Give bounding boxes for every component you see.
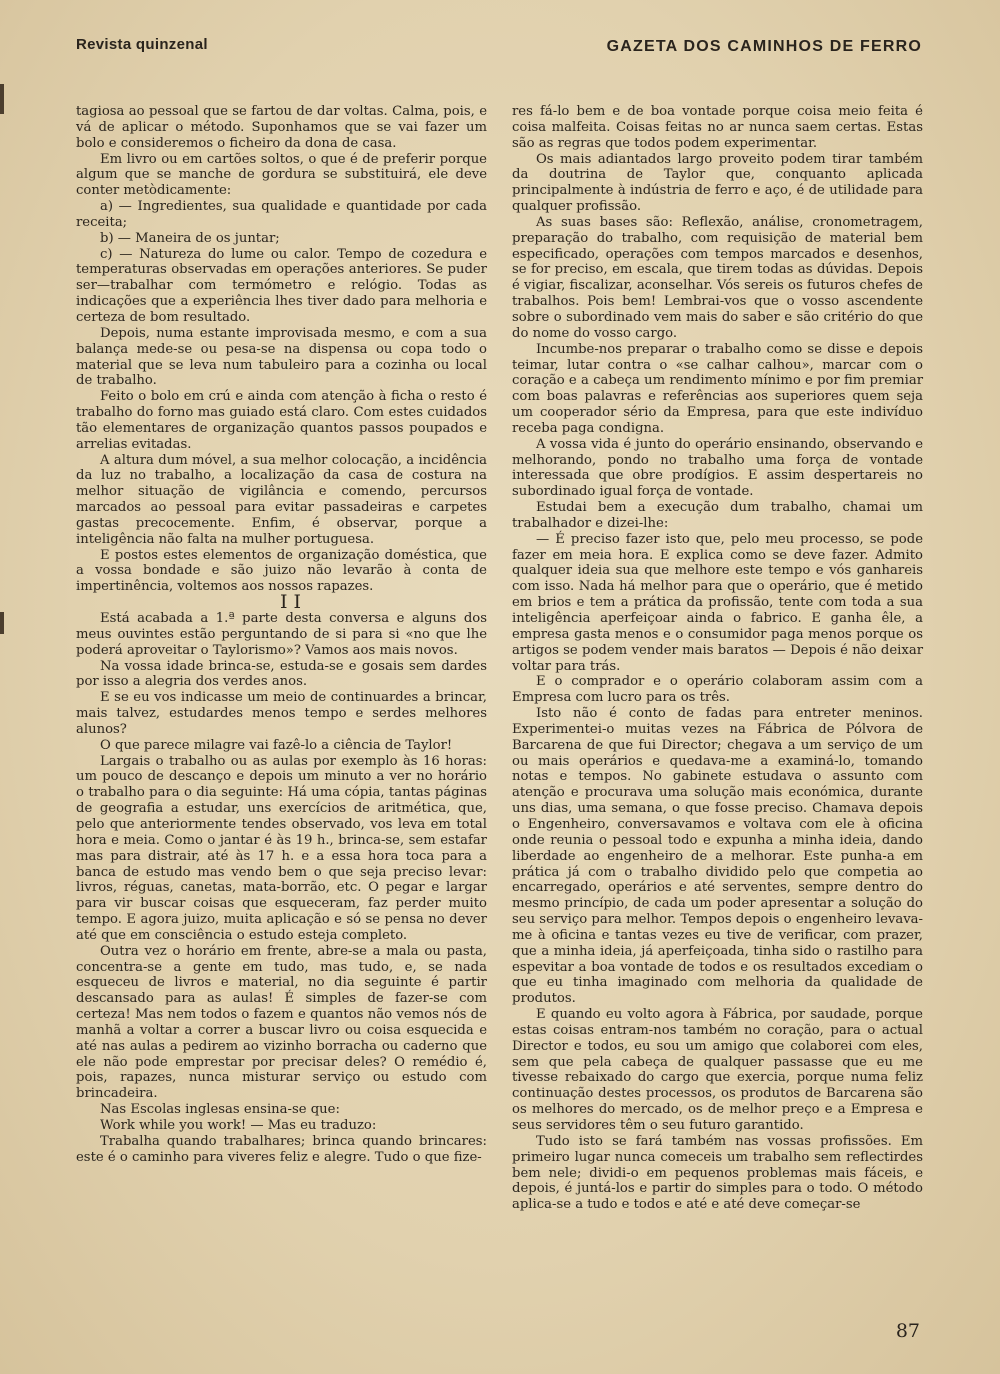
list-item: c) — Natureza do lume ou calor. Tempo de cozedura e temperaturas observadas em operações anteriores. Se puder ser—trabalhar com termómetro e relógio. Todas as indicações que a experiência lhes tiver dado para melhoria e certeza de bom resultado. — [76, 246, 487, 325]
paragraph: Outra vez o horário em frente, abre-se a mala ou pasta, concentra-se a gente em tudo, mas tudo, e, se nada esqueceu de livros e material, no dia seguinte é partir descansado para as aulas! É simples de fazer-se com certeza! Mas nem todos o fazem e quantos não vemos nós de manhã a voltar a correr a buscar livro ou coisa esquecida e até nas aulas a pedirem ao vizinho borracha ou caderno que ele não pode emprestar por precisar deles? O remédio é, pois, rapazes, nunca misturar serviço ou estudo com brincadeira. — [76, 943, 487, 1102]
list-item: a) — Ingredientes, sua qualidade e quantidade por cada receita; — [76, 199, 487, 230]
paragraph: Está acabada a 1.ª parte desta conversa e alguns dos meus ouvintes estão perguntando de si para si «no que lhe poderá aproveitar o Taylorismo»? Vamos aos mais novos. — [76, 611, 487, 658]
paragraph: Estudai bem a execução dum trabalho, chamai um trabalhador e dizei-lhe: — [512, 500, 923, 531]
paragraph: As suas bases são: Reflexão, análise, cronometragem, preparação do trabalho, com requisição de material bem especificado, operações com tempos marcados e desenhos, se for preciso, em escala, que tirem todas as dúvidas. Depois é vigiar, fiscalizar, aconselhar. Vós sereis os futuros chefes de trabalhos. Pois bem! Lembrai-vos que o vosso ascendente sobre o subordinado vem mais do saber e são critério do que do nome do vosso cargo. — [512, 214, 923, 341]
right-column — [512, 104, 923, 1213]
paragraph: A vossa vida é junto do operário ensinando, observando e melhorando, pondo no trabalho uma força de vontade interessada que obre prodígios. E assim despertareis no subordinado igual força de vontade. — [512, 436, 923, 500]
paragraph: Em livro ou em cartões soltos, o que é de preferir porque algum que se manche de gordura se substituirá, ele deve conter metòdicamente: — [76, 151, 487, 199]
paragraph: E quando eu volto agora à Fábrica, por saudade, porque estas coisas entram-nos também no coração, para o actual Director e todos, eu sou um amigo que colaborei com eles, sem que pela cabeça de qualquer passasse que eu me tivesse rebaixado do cargo que exercia, porque numa feliz continuação destes processos, os produtos de Barcarena são os melhores do mercado, os de melhor preço e a Empresa e seus servidores têm o seu futuro garantido. — [512, 1007, 923, 1133]
left-column — [76, 104, 487, 1166]
edge-mark — [0, 84, 4, 114]
list-item: b) — Maneira de os juntar; — [100, 230, 280, 246]
paragraph: O que parece milagre vai fazê-lo a ciência de Taylor! — [100, 737, 453, 753]
section-heading: II — [279, 591, 307, 614]
paragraph: Work while you work! — Mas eu traduzo: — [100, 1118, 377, 1133]
page-number: 87 — [895, 1320, 920, 1342]
paragraph: Incumbe-nos preparar o trabalho como se disse e depois teimar, lutar contra o «se calhar calhou», marcar com o coração e a cabeça um rendimento mínimo e por fim premiar com boas palavras e referências aos superiores quem seja um cooperador sério da Empresa, para que este indivíduo receba paga condigna. — [512, 341, 923, 436]
paragraph: tagiosa ao pessoal que se fartou de dar voltas. Calma, pois, e vá de aplicar o método. Suponhamos que se vai fazer um bolo e consideremos o ficheiro da dona de casa. — [76, 104, 487, 151]
paragraph: Os mais adiantados largo proveito podem tirar também da doutrina de Taylor que, conquanto aplicada principalmente à indústria de ferro e aço, é de utilidade para qualquer profissão. — [512, 151, 923, 215]
paragraph: Na vossa idade brinca-se, estuda-se e gosais sem dardes por isso a alegria dos verdes anos. — [76, 658, 487, 690]
paragraph: Depois, numa estante improvisada mesmo, e com a sua balança mede-se ou pesa-se na dispensa ou copa todo o material que se leva num tabuleiro para a cozinha ou local de trabalho. — [76, 325, 487, 389]
paragraph: A altura dum móvel, a sua melhor colocação, a incidência da luz no trabalho, a localização da casa de costura na melhor situação de vigilância e comendo, percursos marcados ao pessoal para evitar passadeiras e carpetes gastas precocemente. Enfim, é observar, porque a inteligência não falta na mulher portuguesa. — [76, 452, 487, 547]
edge-mark — [0, 612, 4, 634]
paragraph: E o comprador e o operário colaboram assim com a Empresa com lucro para os três. — [512, 674, 923, 706]
paragraph: Tudo isto se fará também nas vossas profissões. Em primeiro lugar nunca comeceis um trabalho sem reflectirdes bem nele; dividi-o em pequenos problemas mais fáceis, e depois, é juntá-los e partir do simples para o todo. O método aplica-se a tudo e todos e até e até deve começar-se — [512, 1133, 923, 1213]
paragraph: res fá-lo bem e de boa vontade porque coisa meio feita é coisa malfeita. Coisas feitas no ar nunca saem certas. Estas são as regras que todos podem experimentar. — [512, 104, 923, 151]
paragraph: Feito o bolo em crú e ainda com atenção à ficha o resto é trabalho do forno mas guiado está claro. Com estes cuidados tão elementares de organização quantos passos poupados e arrelias evitadas. — [76, 389, 487, 452]
paragraph: Isto não é conto de fadas para entreter meninos. Experimentei-o muitas vezes na Fábrica de Pólvora de Barcarena de que fui Director; chegava a um serviço de um ou mais operários e quedava-me a examiná-lo, tomando notas e tempos. No gabinete estudava o assunto com atenção e procurava uma solução mais económica, durante uns dias, uma semana, o que fosse preciso. Chamava depois o Engenheiro, conversavamos e voltava com ele à oficina onde reunia o pessoal todo e expunha a minha ideia, dando liberdade ao engenheiro de a melhorar. Este punha-a em prática já com o trabalho dividido pelo que competia ao encarregado, operários e até serventes, sempre dentro do mesmo princípio, de cada um poder apresentar a solução do seu serviço para melhor. Tempos depois o engenheiro levava-me à oficina e tantas vezes eu tive de verificar, com prazer, que a minha ideia, já aperfeiçoada, tinha sido o rastilho para espevitar a boa vontade de todos e os resultados excediam o que eu tinha imaginado com melhoria da qualidade de produtos. — [512, 706, 923, 1007]
paragraph: E se eu vos indicasse um meio de continuardes a brincar, mais talvez, estudardes menos tempo e serdes melhores alunos? — [76, 690, 487, 737]
paragraph: Largais o trabalho ou as aulas por exemplo às 16 horas: um pouco de descanço e depois um minuto a ver no horário o trabalho para o dia seguinte: Há uma cópia, tantas páginas de geografia a estudar, uns exercícios de aritmética, que, pelo que anteriormente tendes observado, vos leva em total hora e meia. Como o jantar é às 19 h., brinca-se, sem estafar mas para distrair, até às 17 h. e a essa hora toca para a banca de estudo mas vendo bem o que seja preciso levar: livros, réguas, canetas, mata-borrão, etc. O pegar e largar para vir buscar coisas que esqueceram, faz perder muito tempo. E agora juizo, muita aplicação e só se pensa no dever até que em consciência o estudo esteja completo. — [76, 753, 487, 943]
paragraph: — É preciso fazer isto que, pelo meu processo, se pode fazer em meia hora. E explica como se deve fazer. Admito qualquer ideia sua que melhore este tempo e vós ganhareis com isso. Nada há melhor para que o operário, que é metido em brios e tem a prática da profissão, tente com toda a sua inteligência aperfeiçoar ainda o fabrico. E ganha êle, a empresa gasta menos e o consumidor paga menos porque os artigos se podem vender mais baratos — Depois é não deixar voltar para trás. — [512, 531, 923, 674]
paragraph: Nas Escolas inglesas ensina-se que: — [100, 1102, 340, 1118]
paragraph: E postos estes elementos de organização doméstica, que a vossa bondade e são juizo não levarão à conta de impertinência, voltemos aos nossos rapazes. — [76, 547, 487, 595]
running-header-left: Revista quinzenal — [76, 36, 208, 53]
paragraph: Trabalha quando trabalhares; brinca quando brincares: este é o caminho para viveres feliz e alegre. Tudo o que fize- — [76, 1133, 487, 1165]
running-header-right: GAZETA DOS CAMINHOS DE FERRO — [606, 38, 922, 55]
